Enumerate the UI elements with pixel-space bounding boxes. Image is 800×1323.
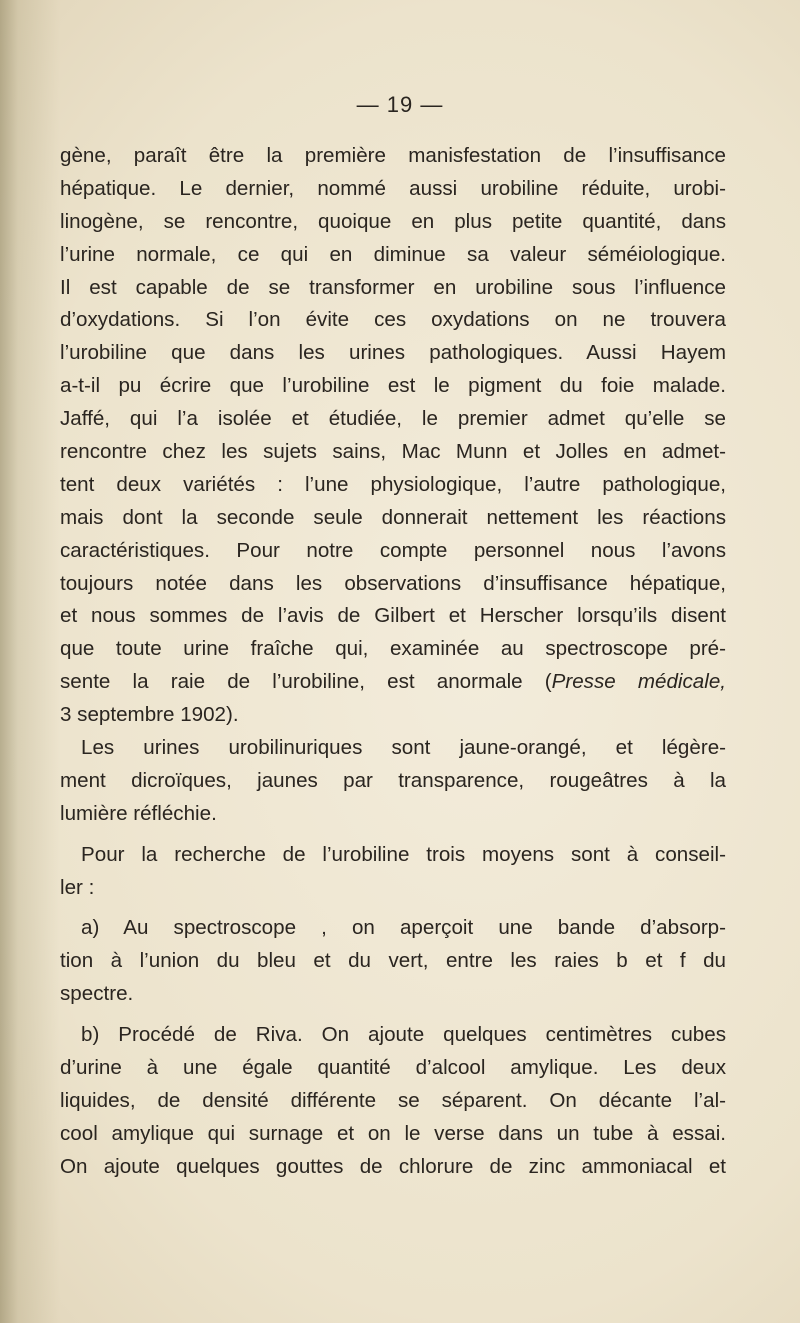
body-text xyxy=(60,140,726,1184)
text-line: lumière réfléchie. xyxy=(60,801,217,825)
text-line: l’urobiline que dans les urines pathologiques. Aussi Hayem xyxy=(60,341,726,365)
text-line: liquides, de densité différente se séparent. On décante l’al- xyxy=(60,1088,726,1112)
citation-title: Presse médicale, xyxy=(551,670,726,694)
text-line: a-t-il pu écrire que l’urobiline est le pigment du foie malade. xyxy=(60,374,726,398)
text-line: tent deux variétés : l’une physiologique, l’autre pathologique, xyxy=(60,472,726,496)
text-line-with-citation xyxy=(60,666,726,699)
text-line: linogène, se rencontre, quoique en plus petite quantité, dans xyxy=(60,209,726,233)
text-line: Jaffé, qui l’a isolée et étudiée, le premier admet qu’elle se xyxy=(60,407,726,431)
text-line: gène, paraît être la première manisfestation de l’insuffisance xyxy=(60,144,726,167)
text-line: rencontre chez les sujets sains, Mac Munn et Jolles en admet- xyxy=(60,440,726,464)
text-line: ler : xyxy=(60,875,95,899)
text-line: hépatique. Le dernier, nommé aussi urobiline réduite, urobi- xyxy=(60,176,726,200)
text-line: d’urine à une égale quantité d’alcool amylique. Les deux xyxy=(60,1056,726,1080)
text-line: Il est capable de se transformer en urobiline sous l’influence xyxy=(60,275,726,299)
text-line: spectre. xyxy=(60,982,134,1006)
text-line: 3 septembre 1902). xyxy=(60,703,239,727)
text-line: cool amylique qui surnage et on le verse dans un tube à essai. xyxy=(60,1121,726,1145)
text-line: Les urines urobilinuriques sont jaune-orangé, et légère- xyxy=(81,736,726,760)
text-line: toujours notée dans les observations d’insuffisance hépatique, xyxy=(60,571,726,595)
text-fragment: sente la raie de l’urobiline, est anormale ( xyxy=(60,670,552,694)
text-line: On ajoute quelques gouttes de chlorure de zinc ammoniacal et xyxy=(60,1154,726,1178)
text-line: Pour la recherche de l’urobiline trois moyens sont à conseil- xyxy=(81,842,726,866)
text-line: caractéristiques. Pour notre compte personnel nous l’avons xyxy=(60,538,726,562)
text-line: b) Procédé de Riva. On ajoute quelques centimètres cubes xyxy=(81,1023,726,1047)
text-line: ment dicroïques, jaunes par transparence, rougeâtres à la xyxy=(60,768,726,792)
text-line: l’urine normale, ce qui en diminue sa valeur séméiologique. xyxy=(60,242,726,266)
text-line: tion à l’union du bleu et du vert, entre les raies b et f du xyxy=(60,949,726,973)
text-line: a) Au spectroscope , on aperçoit une bande d’absorp- xyxy=(81,916,726,940)
text-line: mais dont la seconde seule donnerait nettement les réactions xyxy=(60,505,726,529)
page-number: — 19 — xyxy=(356,92,444,117)
text-line: et nous sommes de l’avis de Gilbert et Herscher lorsqu’ils disent xyxy=(60,604,726,628)
text-line: d’oxydations. Si l’on évite ces oxydations on ne trouvera xyxy=(60,308,726,332)
text-line: que toute urine fraîche qui, examinée au spectroscope pré- xyxy=(60,637,726,661)
